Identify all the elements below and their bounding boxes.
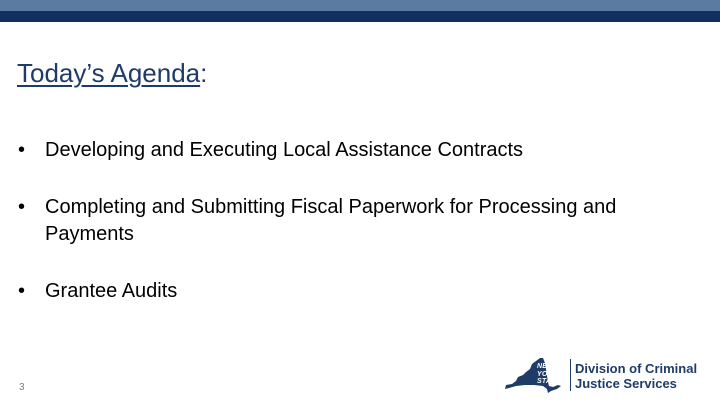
agency-name: Division of Criminal Justice Services bbox=[575, 361, 698, 391]
slide-title-colon: : bbox=[200, 58, 208, 88]
slide-number: 3 bbox=[19, 382, 25, 393]
agenda-list bbox=[18, 137, 698, 305]
slide-title-text: Today’s Agenda bbox=[17, 58, 201, 88]
agenda-item bbox=[18, 278, 698, 305]
top-accent-bar-light bbox=[0, 0, 720, 11]
agenda-item-text: Grantee Audits bbox=[45, 280, 178, 302]
agenda-item-text: Developing and Executing Local Assistance Contracts bbox=[45, 139, 524, 161]
new-york-state-wordmark: NEW YORK STATE bbox=[537, 363, 560, 385]
bullet-icon: • bbox=[18, 139, 26, 161]
bullet-icon: • bbox=[18, 280, 26, 302]
dcjs-logo bbox=[503, 355, 703, 395]
bullet-icon: • bbox=[18, 196, 26, 218]
logo-divider bbox=[570, 359, 571, 391]
agenda-item-text: Completing and Submitting Fiscal Paperwork for Processing and Payments bbox=[45, 196, 617, 245]
top-accent-bar-dark bbox=[0, 11, 720, 22]
slide-title bbox=[17, 58, 207, 89]
agenda-item bbox=[18, 194, 698, 248]
agenda-item bbox=[18, 137, 698, 164]
